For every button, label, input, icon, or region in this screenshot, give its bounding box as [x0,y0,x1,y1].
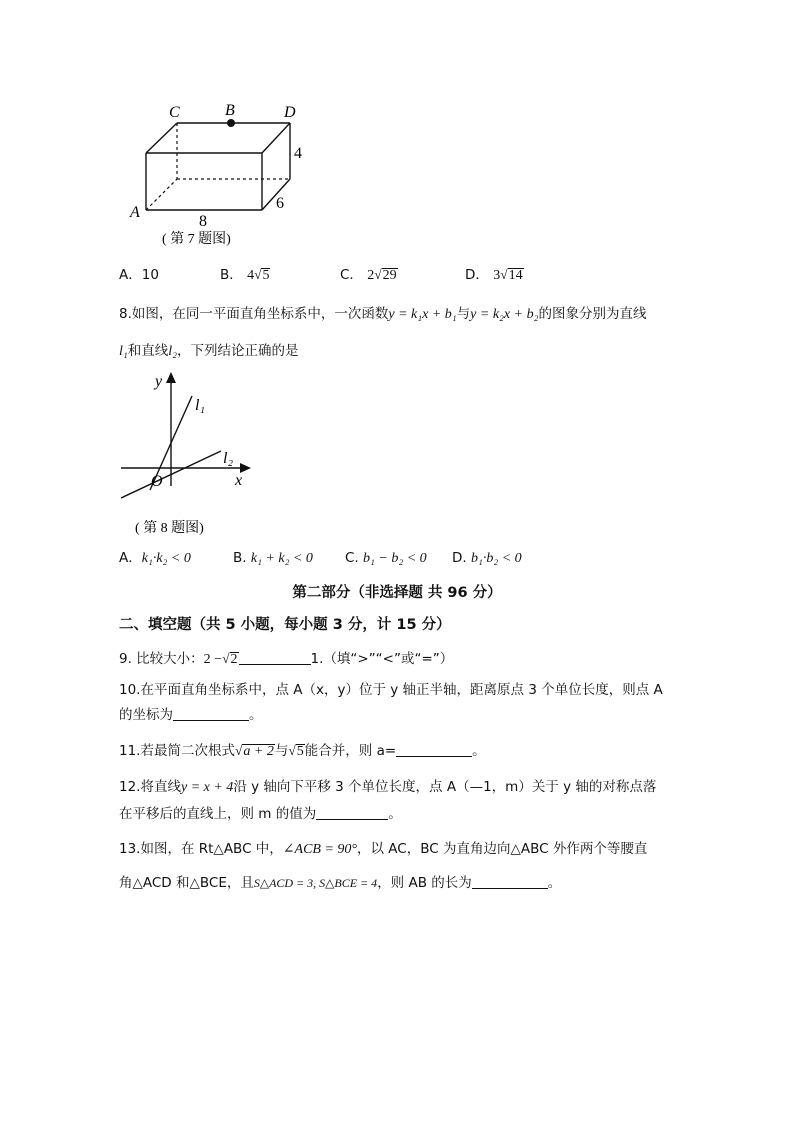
figure-8-coordinate-lines [115,368,265,540]
q8-option-a-wrap: A．k₁·k₂ < 0 [119,550,191,566]
q11-radicand-1: a + 2 [243,744,274,759]
q10-answer-blank[interactable] [173,706,249,721]
q8-l2: l₂ [168,344,178,359]
fig8-caption: ( 第 8 题图) [135,521,204,536]
q8-l1: l₁ [119,344,128,359]
fig7-label-d: D [284,104,296,121]
q7-option-a: A．10 [119,267,159,283]
fig7-label-depth: 6 [276,195,284,212]
q8-expr-c: b₁ − b₂ < 0 [363,551,427,566]
fig7-label-a: A [130,204,140,221]
q7-option-b-wrap: B． 4√5 [220,267,270,283]
q12-expr: y = x + 4 [180,780,234,795]
fig7-caption: ( 第 7 题图) [162,232,231,247]
fig7-label-width: 8 [199,213,207,230]
q12-line2: 在平移后的直线上，则 m 的值为 。 [119,806,402,822]
q7-b-radicand: 5 [262,268,270,283]
q12-answer-blank[interactable] [316,805,388,820]
q8-option-b-wrap: B. k₁ + k₂ < 0 [233,550,313,566]
q7-d-radicand: 14 [508,268,523,283]
q8-func1: y = k₁x + b₁ [388,307,457,322]
q8-line1: 8.如图，在同一平面直角坐标系中，一次函数y = k₁x + b₁与y = k₂x + b₂的图象分别为直线 [119,306,647,322]
q10-line2: 的坐标为 。 [119,707,263,723]
section-2-subtitle: 二、填空题（共 5 小题，每小题 3 分，计 15 分） [119,617,451,633]
fig8-label-origin: O [151,473,163,490]
q8-expr-b: k₁ + k₂ < 0 [250,551,313,566]
q8-line2: l₁和直线l₂，下列结论正确的是 [119,343,299,359]
q7-option-d-wrap: D． 3√14 [465,267,523,283]
q13-angle: ∠ACB = 90° [282,842,358,857]
fig7-label-height: 4 [294,145,302,162]
fig7-label-c: C [169,104,180,121]
q8-option-c-wrap: C. b₁ − b₂ < 0 [345,550,427,566]
q11-radicand-2: 5 [296,744,304,759]
fig8-label-y: y [155,373,163,390]
q13-areas: S△ACD = 3, S△BCE = 4 [253,876,378,890]
q7-option-c-wrap: C． 2√29 [340,267,397,283]
fig8-label-x: x [235,472,243,489]
fig7-label-b: B [225,102,235,119]
q11: 11.若最简二次根式√a + 2与√5能合并，则 a= 。 [119,743,486,759]
q10-line1: 10.在平面直角坐标系中，点 A（x，y）位于 y 轴正半轴，距离原点 3 个单位长度，则点 A [119,682,663,698]
fig8-label-l1: l₁ [195,397,206,414]
q9-answer-blank[interactable] [239,650,311,665]
q13-answer-blank[interactable] [472,874,548,889]
q7-options [119,266,159,284]
q11-answer-blank[interactable] [396,742,472,757]
q9: 9. 比较大小：2 −√2 1.（填“>”“<”或“=”） [119,651,454,667]
q8-func2: y = k₂x + b₂ [470,307,539,322]
q8-expr-d: b₁·b₂ < 0 [470,551,522,566]
section-2-title: 第二部分（非选择题 共 96 分） [292,585,502,601]
q7-option-d: D． [465,267,489,283]
q9-radicand: 2 [230,652,238,667]
figure-7-cuboid [120,95,320,255]
q8-option-d-wrap: D. b₁·b₂ < 0 [452,550,522,566]
q13-line2: 角△ACD 和△BCE，且S△ACD = 3, S△BCE = 4，则 AB 的长为 。 [119,875,562,891]
q8-expr-a: k₁·k₂ < 0 [141,551,191,566]
q13-line1: 13.如图，在 Rt△ABC 中，∠ACB = 90°，以 AC，BC 为直角边向△ABC 外作两个等腰直 [119,841,648,857]
q7-c-radicand: 29 [382,268,397,283]
q7-option-b: B． [220,267,243,283]
q7-option-c: C． [340,267,363,283]
fig8-label-l2: l₂ [223,450,234,467]
q12-line1: 12.将直线y = x + 4沿 y 轴向下平移 3 个单位长度，点 A（—1，m）关于 y 轴的对称点落 [119,779,657,795]
